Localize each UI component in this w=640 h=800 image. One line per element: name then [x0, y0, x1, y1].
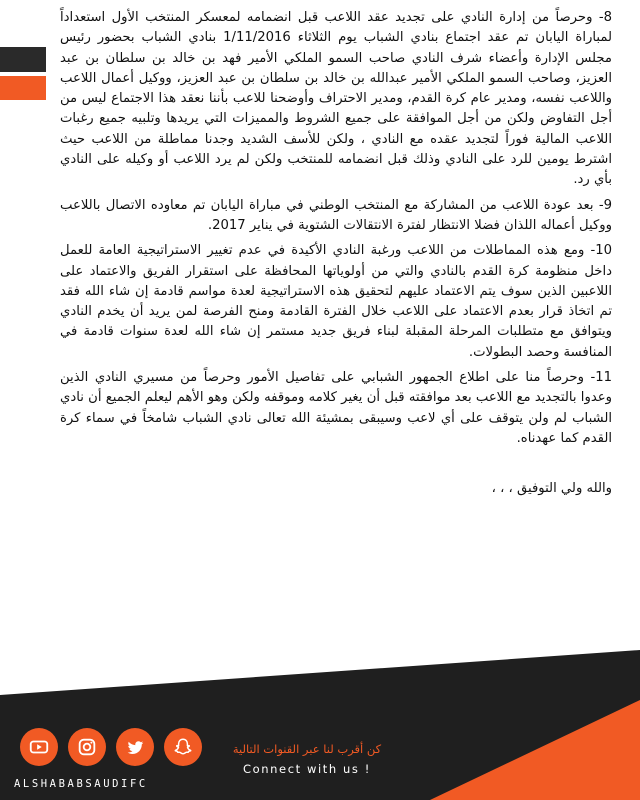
decor-bar-orange	[0, 76, 46, 100]
paragraph-8: 8- وحرصاً من إدارة النادي على تجديد عقد اللاعب قبل انضمامه لمعسكر المنتخب الأول استعداداً لمباراة اليابان تم عقد اجتماع بنادي الشباب يوم الثلاثاء 1/11/2016 بنادي الشباب بحضور رئيس مجلس الإدارة وأعضاء شرف النادي صاحب السمو الملكي الأمير فهد بن خالد بن سلطان بن عبد العزيز، وصاحب السمو الملكي الأمير عبدالله بن خالد بن سلطان بن عبد العزيز، ووكيل أعمال اللاعب واللاعب نفسه، ومدير عام كرة القدم، ومدير الاحتراف وأوضحنا للاعب بأننا نعقد هذا الاجتماع ليس من أجل التفاوض ولكن من أجل الموافقة على جميع الشروط والمميزات التي يريدها وتلبيه جميع رغبات اللاعب المالية فوراً لتجديد عقده مع النادي ، ولكن للأسف الشديد وجدنا مماطلة من اللاعب حيث اشترط يومين للرد على النادي وذلك قبل انضمامه للمنتخب ولكن لم يرد اللاعب أو وكيله على النادي بأي رد.	[60, 10, 612, 188]
closing-line: والله ولي التوفيق ، ، ،	[491, 481, 612, 497]
paragraph-11: 11- وحرصاً منا على اطلاع الجمهور الشبابي على تفاصيل الأمور وحرصاً من مسيري النادي الذين وعدوا بالتجديد مع اللاعب بعد موافقته قبل أن يغير كلامه وموقفه ولكن وهو الأهم ليعلم الجميع أن نادي الشباب لم ولن يتوقف على أي لاعب وسيبقى بمشيئة الله تعالى نادي الشباب شامخاً في سماء كرة القدم كما عهدناه.	[60, 370, 612, 446]
social-links	[20, 728, 202, 766]
snapchat-icon	[172, 736, 194, 758]
statement-body	[60, 8, 612, 505]
club-handle: ALSHABABSAUDIFC	[14, 778, 148, 790]
twitter-button[interactable]	[116, 728, 154, 766]
cta-english: Connect with us !	[242, 762, 371, 776]
cta-arabic: كن أقرب لنا عبر القنوات التالية	[232, 742, 382, 756]
paragraph-9: 9- بعد عودة اللاعب من المشاركة مع المنتخب الوطني في مباراة اليابان تم معاوده الاتصال باللاعب ووكيل أعماله اللذان فضلا الانتظار لفترة الانتقالات الشتوية في يناير 2017.	[60, 197, 612, 233]
twitter-icon	[124, 736, 146, 758]
instagram-button[interactable]	[68, 728, 106, 766]
youtube-icon	[28, 736, 50, 758]
decor-bar-dark	[0, 47, 46, 72]
paragraph-10: 10- ومع هذه المماطلات من اللاعب ورغبة النادي الأكيدة في عدم تغيير الاستراتيجية العامة للعمل داخل منظومة كرة القدم بالنادي والتي من أولوياتها المحافظة على استقرار الفريق والاعتماد على اللاعبين الذين سوف يتم الاعتماد عليهم لتحقيق هذه الاستراتيجية لعدة مواسم قادمة إن شاء الله فقد تم اتخاذ قرار بعدم الاعتماد على اللاعب خلال الفترة القادمة ومنح الفرصة لمن يريد أن يخدم النادي ويتوافق مع متطلبات المرحلة المقبلة لبناء فريق جديد مستمر إن شاء الله لعدة سنوات قادمة في المنافسة وحصد البطولات.	[60, 243, 612, 360]
instagram-icon	[76, 736, 98, 758]
youtube-button[interactable]	[20, 728, 58, 766]
snapchat-button[interactable]	[164, 728, 202, 766]
